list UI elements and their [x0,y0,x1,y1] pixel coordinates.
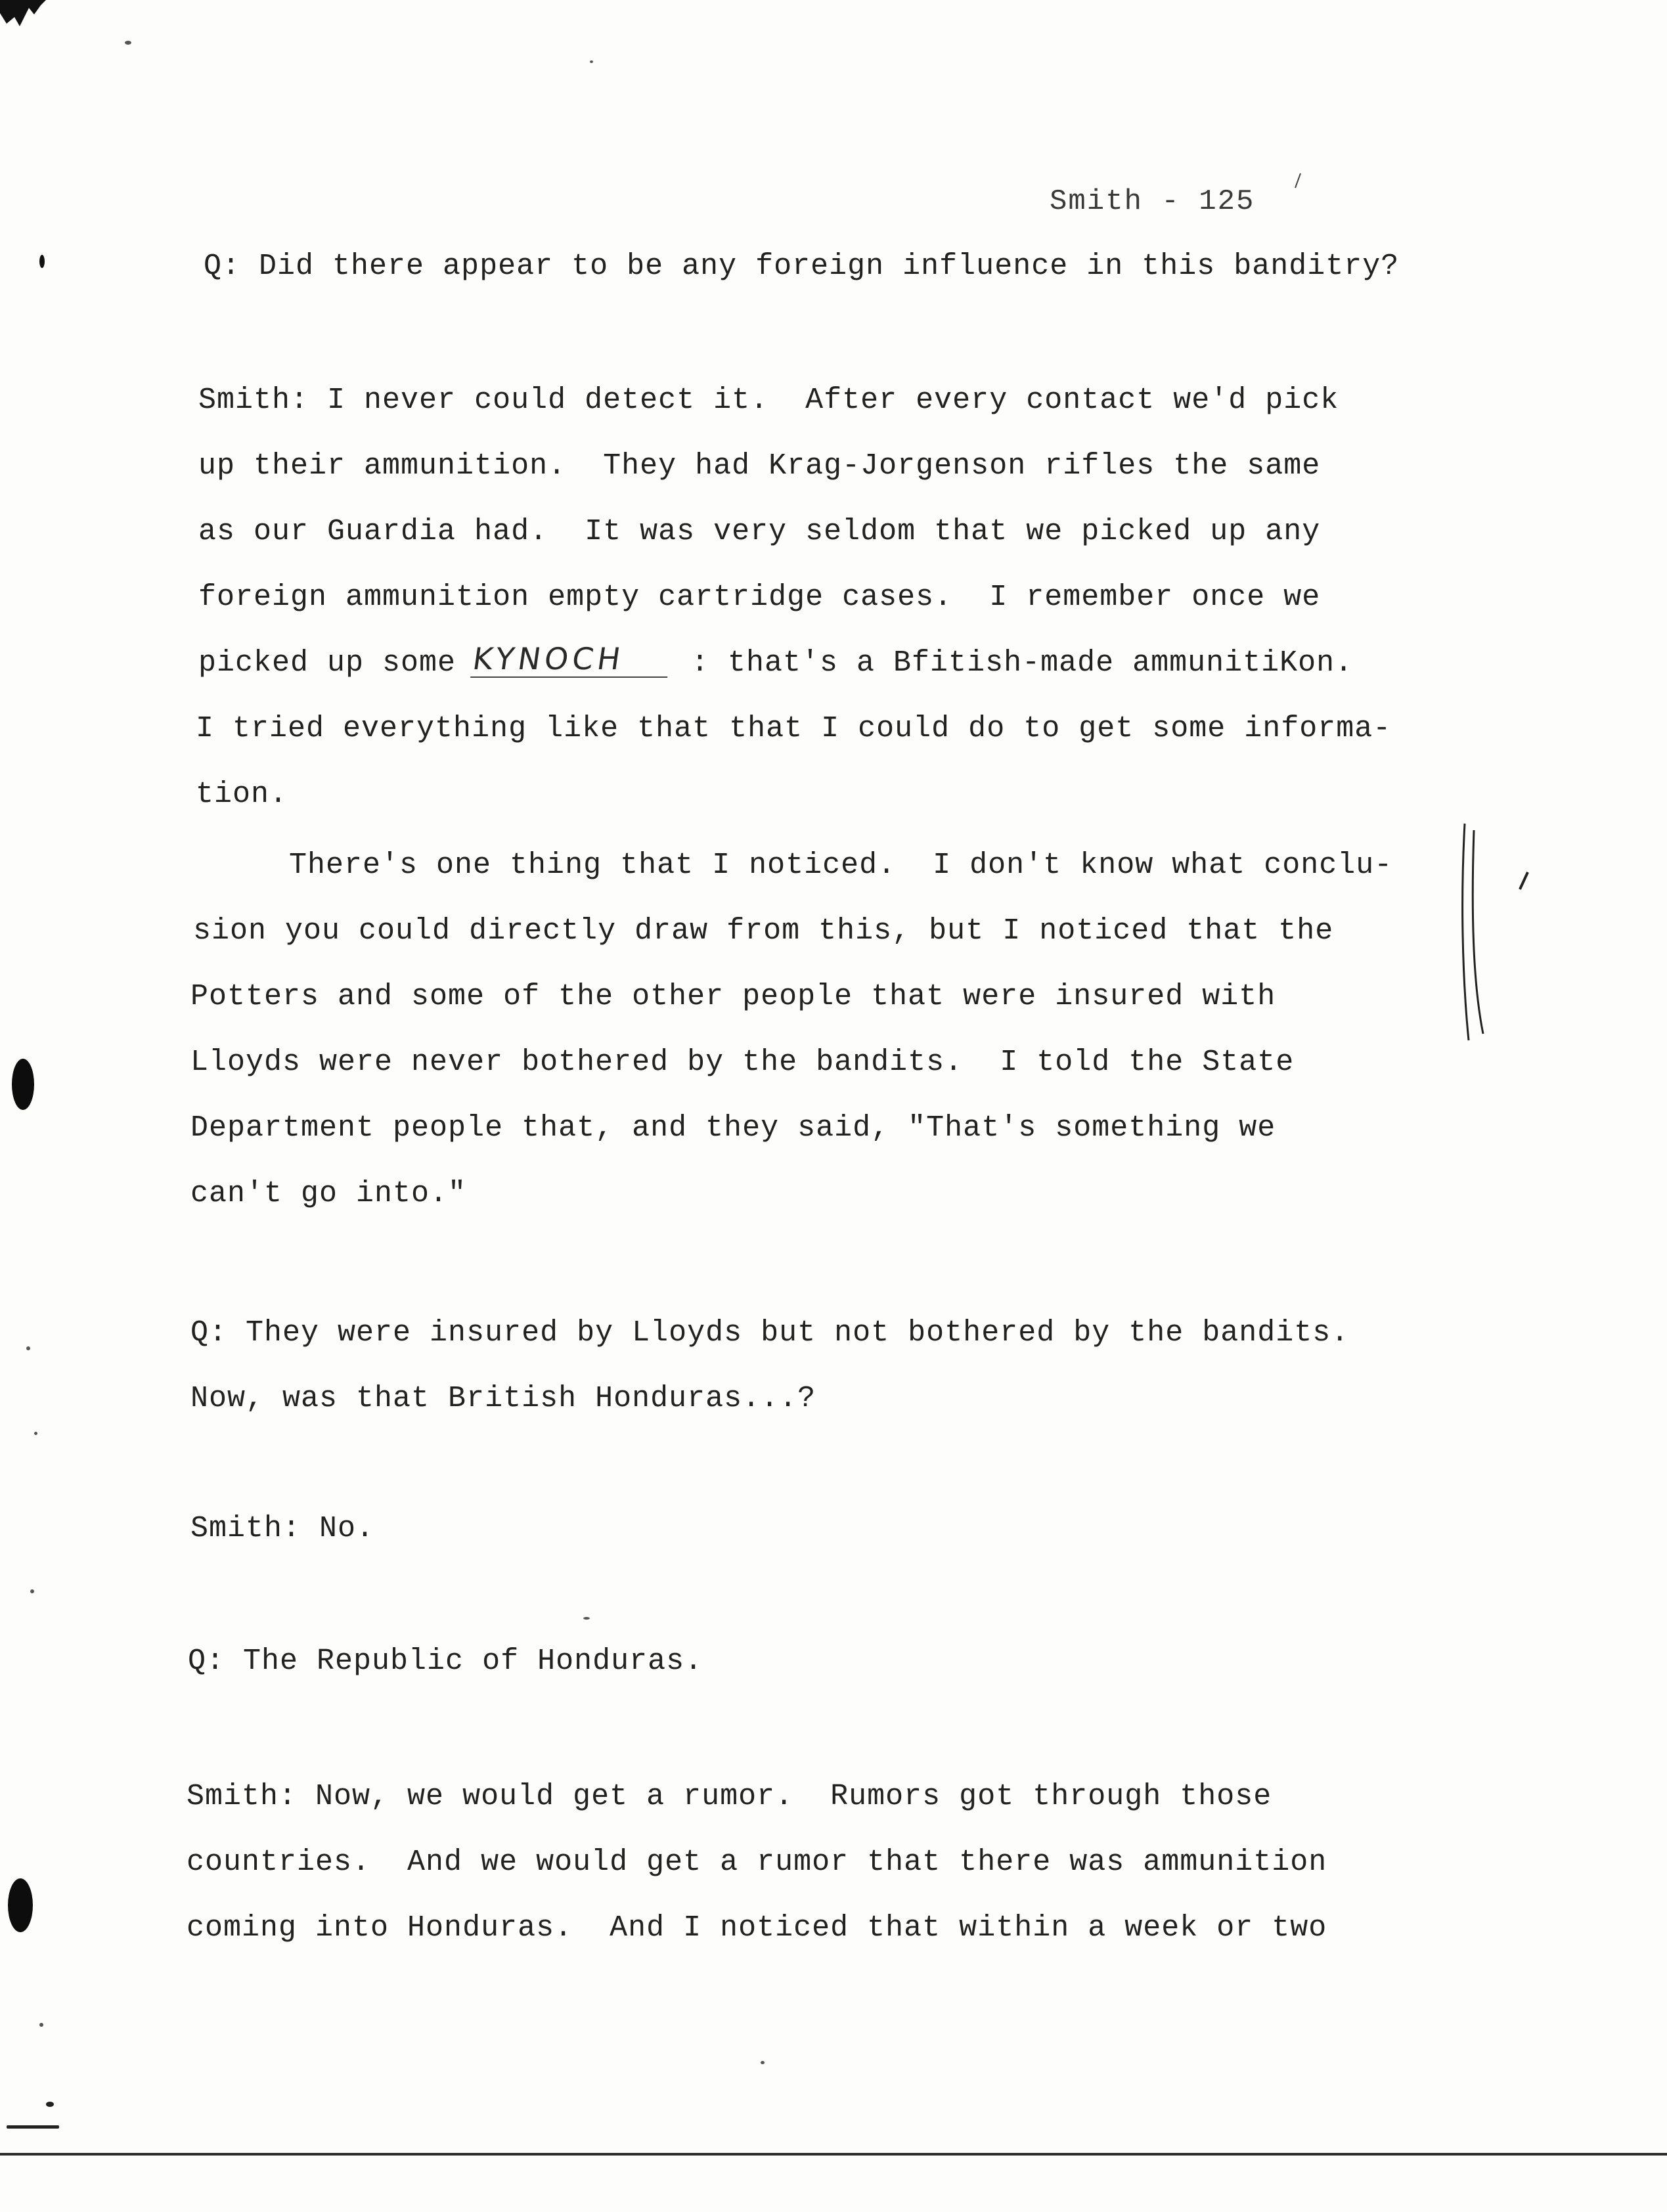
speck [583,1617,590,1620]
paragraph-line: sion you could directly draw from this, but I noticed that the [193,914,1334,948]
question-line: Q: They were insured by Lloyds but not bothered by the bandits. [190,1316,1350,1350]
corner-smudge-mark [0,0,72,46]
answer-line: foreign ammunition empty cartridge cases. I remember once we [198,581,1321,614]
answer-line: coming into Honduras. And I noticed that within a week or two [187,1911,1327,1945]
answer-line: tion. [196,778,288,811]
speck [34,1432,37,1435]
answer-line: as our Guardia had. It was very seldom that we picked up any [198,515,1321,548]
speck [26,1346,30,1350]
answer-line: : that's a Bfitish-made ammunitiKon. [691,646,1354,680]
question-line: Q: Did there appear to be any foreign influence in this banditry? [204,250,1400,283]
paragraph-line: Potters and some of the other people that were insured with [190,980,1276,1013]
answer-line: countries. And we would get a rumor that there was ammunition [187,1846,1327,1879]
speck [46,2102,54,2107]
answer-line: Smith: I never could detect it. After every contact we'd pick [198,384,1339,417]
paragraph-line: Department people that, and they said, "That's something we [190,1111,1276,1145]
page-header: Smith - 125 [1050,185,1255,218]
handwritten-insert: KYNOCH [470,641,673,678]
speck [30,1589,34,1593]
binder-hole-mark [8,1878,33,1932]
answer-line: up their ammunition. They had Krag-Jorgenson rifles the same [198,449,1321,483]
speck [590,60,593,63]
speck [125,41,131,45]
speck [7,2125,59,2129]
answer-line: Smith: No. [190,1512,375,1545]
paragraph-line: There's one thing that I noticed. I don't know what conclu- [289,849,1393,882]
question-line: Q: The Republic of Honduras. [188,1645,703,1678]
tick-mark [1291,172,1304,192]
answer-line: Smith: Now, we would get a rumor. Rumors got through those [187,1780,1272,1813]
question-line: Now, was that British Honduras...? [190,1382,816,1415]
answer-line: I tried everything like that that I could do to get some informa- [196,712,1392,745]
bottom-edge-line [0,2153,1667,2156]
binder-hole-mark [12,1059,34,1110]
margin-bracket-mark [1452,817,1544,1053]
paragraph-line: Lloyds were never bothered by the bandits. I told the State [190,1046,1295,1079]
speck [39,2023,43,2027]
paragraph-line: can't go into." [190,1177,467,1210]
speck [39,255,45,268]
speck [761,2061,765,2064]
answer-line: picked up some [198,646,456,680]
